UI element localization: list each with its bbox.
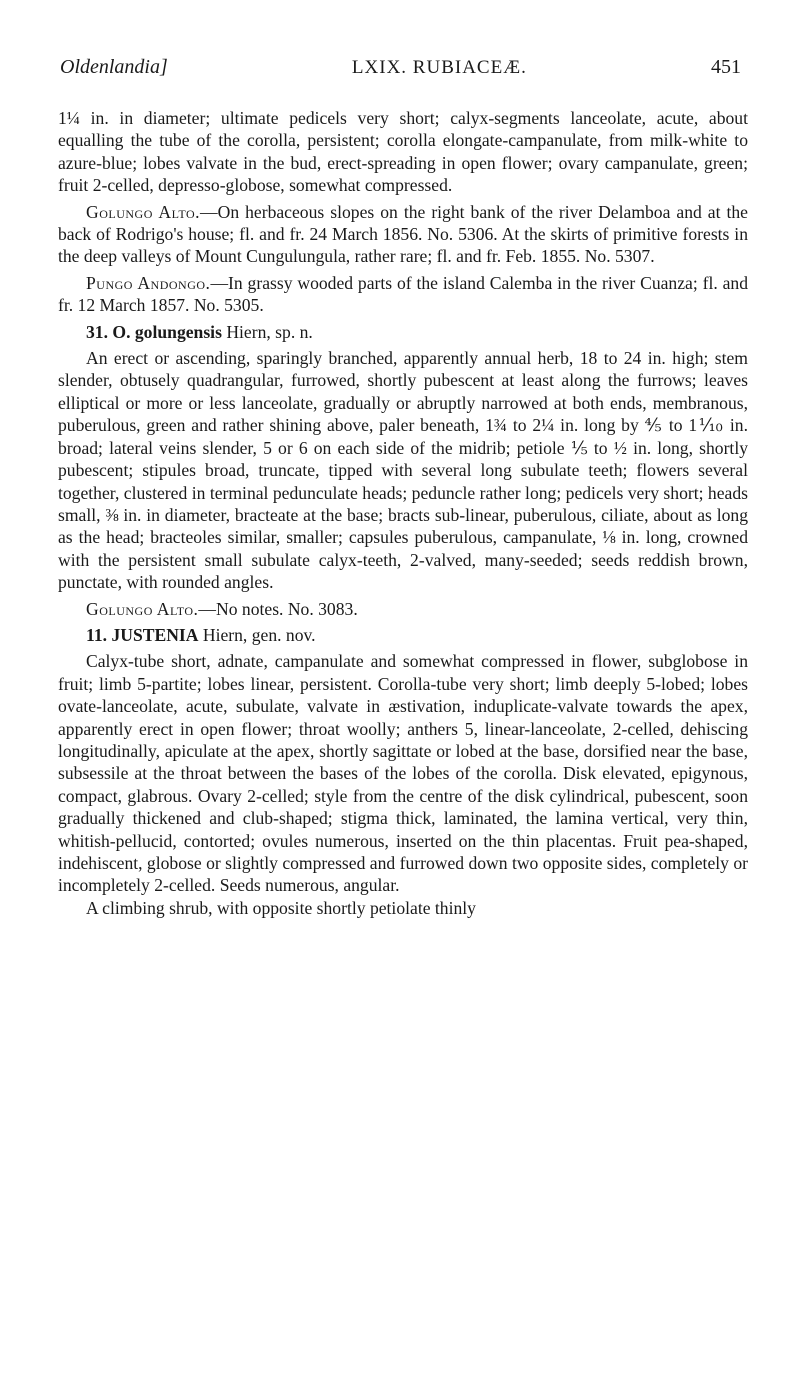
genus-name: JUSTENIA — [111, 624, 199, 645]
locality-name: Pungo Andongo. — [86, 272, 211, 293]
description-continuation: 1¼ in. in diameter; ultimate pedicels very short; calyx-segments lanceolate, acute, about equalling the tube of the corolla, persistent; corolla elongate-campanulate, from milk-white to azure-blue; lobes valvate in the bud, erect-spreading in open flower; ovary campanulate, green; fruit 2-celled, depresso-globose, somewhat compressed. — [58, 108, 748, 196]
habit-description: A climbing shrub, with opposite shortly petiolate thinly — [86, 897, 476, 918]
page-number: 451 — [710, 56, 741, 78]
header-section-title: Oldenlandia] — [60, 56, 168, 78]
locality-name: Golungo Alto. — [86, 201, 201, 222]
species-description: An erect or ascending, sparingly branched, apparently annual herb, 18 to 24 in. high; stem slender, obtusely quadrangular, furrowed, shortly pubescent at least along the furrows; leaves elliptical or more or less lanceolate, gradually or abruptly narrowed at both ends, membranous, puberulous, green and rather shining above, paler beneath, 1¾ to 2¼ in. long by ⅘ to 1⅒ in. broad; lateral veins slender, 5 or 6 on each side of the midrib; petiole ⅕ to ½ in. long, shortly pubescent; stipules broad, truncate, tipped with several long subulate teeth; flowers several together, clustered in terminal pedunculate heads; peduncle rather long; pedicels very short; heads small, ⅜ in. in diameter, bracteate at the base; bracts sub-linear, puberulous, ciliate, about as long as the head; bracteoles similar, smaller; capsules puberulous, campanulate, ⅛ in. long, crowned with the persistent small subulate calyx-teeth, 2-valved, many-seeded; seeds reddish brown, punctate, with rounded angles. — [58, 348, 748, 593]
genus-heading — [58, 624, 748, 646]
species-name: O. golungensis — [112, 321, 222, 342]
species-number: 31. — [86, 321, 108, 342]
locality-text: —No notes. No. 3083. — [198, 598, 358, 619]
genus-number: 11. — [86, 624, 108, 645]
header-family-title: LXIX. RUBIACEÆ. — [351, 57, 527, 78]
locality-text: —In grassy wooded parts of the island Calemba in the river Cuanza; fl. and fr. 12 March 1857. No. 5305. — [58, 272, 748, 316]
running-header — [60, 56, 741, 88]
locality-golungo-alto-2 — [58, 598, 748, 620]
page-body — [58, 107, 748, 919]
locality-name: Golungo Alto. — [86, 598, 199, 619]
genus-author: Hiern, gen. nov. — [202, 624, 316, 645]
species-heading — [58, 321, 748, 343]
species-author: Hiern, sp. n. — [226, 321, 313, 342]
locality-pungo-andongo — [58, 272, 748, 317]
locality-text: —On herbaceous slopes on the right bank of the river Delamboa and at the back of Rodrigo's house; fl. and fr. 24 March 1856. No. 5306. At the skirts of primitive forests in the deep valleys of Mount Cungulungula, rather rare; fl. and fr. Feb. 1855. No. 5307. — [58, 201, 748, 267]
genus-description: Calyx-tube short, adnate, campanulate and somewhat compressed in flower, subglobose in fruit; limb 5-partite; lobes linear, persistent. Corolla-tube very short; limb deeply 5-lobed; lobes ovate-lanceolate, acute, subulate, valvate in æstivation, induplicate-valvate towards the apex, apparently erect in open flower; throat woolly; anthers 5, linear-lanceolate, 2-celled, dehiscing longitudinally, apiculate at the apex, shortly sagittate or lobed at the base, dorsified near the base, subsessile at the throat between the bases of the lobes of the corolla. Disk elevated, epigynous, compact, glabrous. Ovary 2-celled; style from the centre of the disk cylindrical, pubescent, soon gradually thickened and club-shaped; stigma thick, laminated, the lamina vertical, very thin, whitish-pellucid, contorted; ovules numerous, inserted on the thin placentas. Fruit pea-shaped, indehiscent, globose or slightly compressed and furrowed down two opposite sides, completely or incompletely 2-celled. Seeds numerous, angular. — [58, 651, 748, 896]
locality-golungo-alto — [58, 201, 748, 268]
